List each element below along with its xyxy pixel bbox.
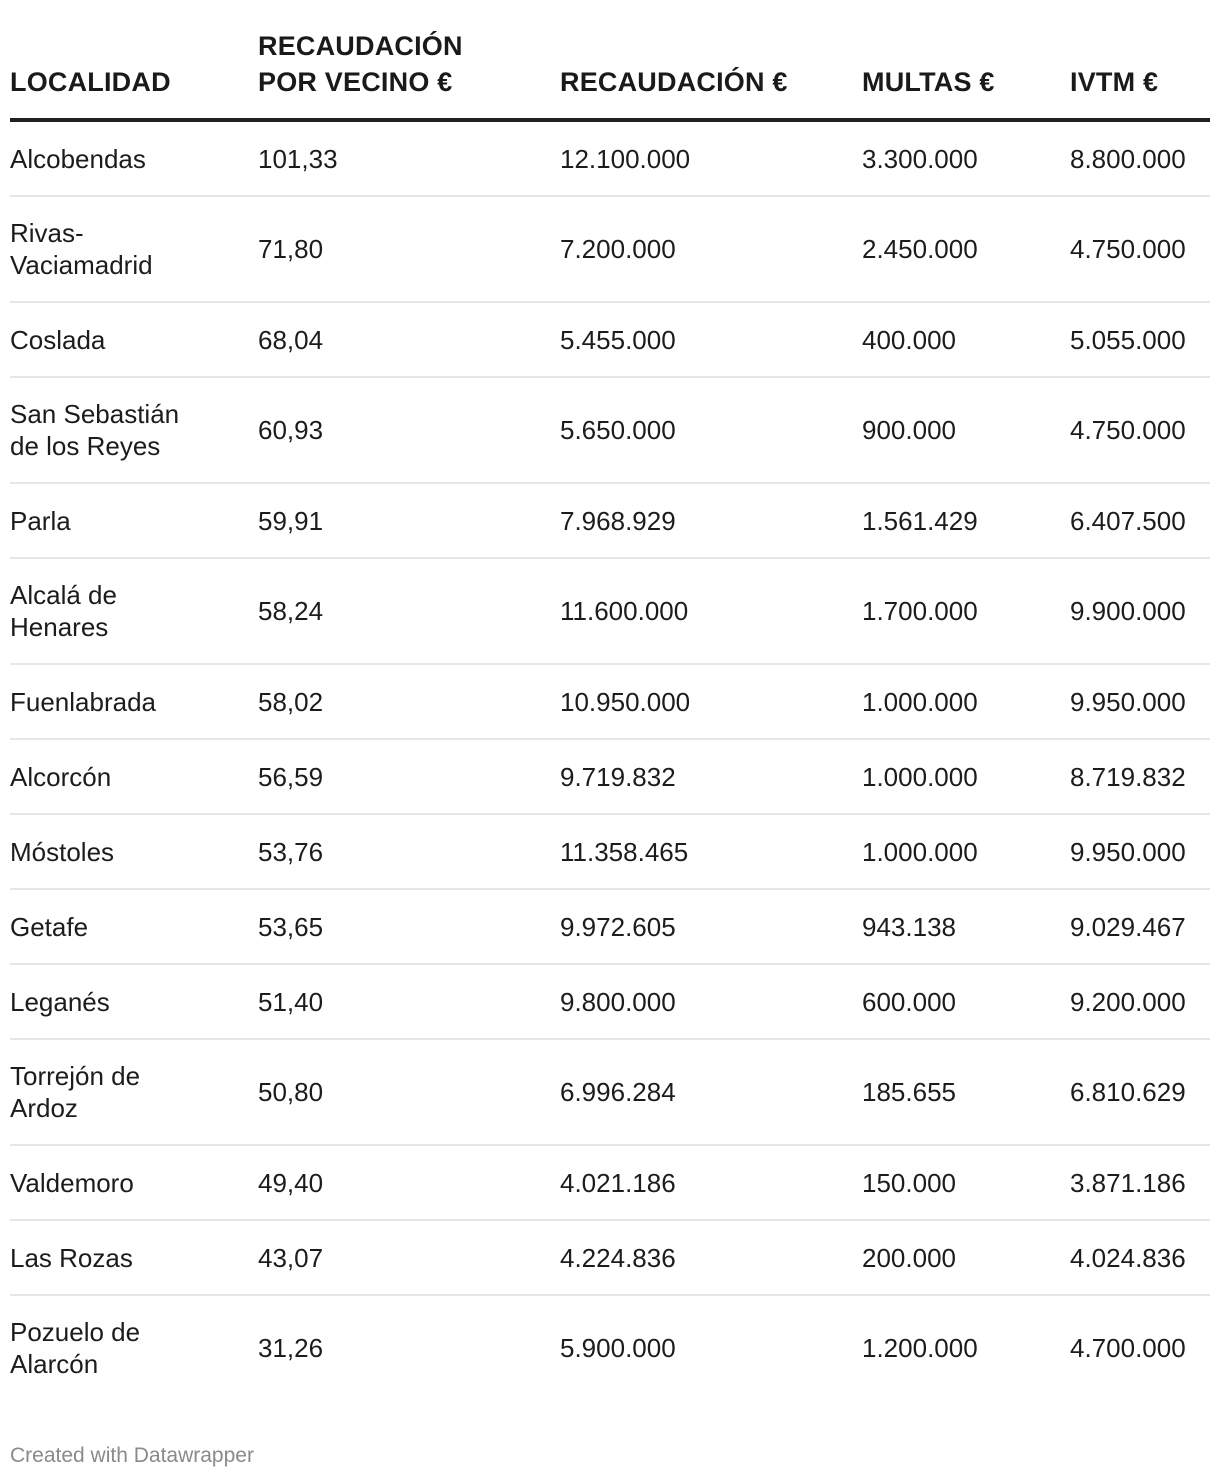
- cell-localidad: [10, 1220, 258, 1295]
- cell-localidad: [10, 1145, 258, 1220]
- data-table: [10, 0, 1210, 1400]
- cell-recaudacion: 5.650.000: [560, 377, 862, 483]
- cell-localidad: [10, 739, 258, 814]
- header-line: RECAUDACIÓN €: [560, 67, 788, 97]
- cell-recaudacion-por-vecino: 59,91: [258, 483, 560, 558]
- localidad-line: Rivas-: [10, 218, 84, 248]
- cell-recaudacion-por-vecino: 60,93: [258, 377, 560, 483]
- cell-multas: 1.561.429: [862, 483, 1070, 558]
- table-header-row: [10, 0, 1210, 120]
- header-recaudacion-por-vecino[interactable]: [258, 0, 560, 120]
- cell-ivtm: 3.871.186: [1070, 1145, 1210, 1220]
- cell-localidad: [10, 1039, 258, 1145]
- table-row: [10, 889, 1210, 964]
- cell-localidad: [10, 196, 258, 302]
- localidad-line: Las Rozas: [10, 1242, 133, 1273]
- cell-multas: 185.655: [862, 1039, 1070, 1145]
- cell-multas: 3.300.000: [862, 120, 1070, 196]
- cell-localidad: [10, 483, 258, 558]
- cell-localidad: [10, 1295, 258, 1400]
- localidad-line: Alarcón: [10, 1349, 99, 1379]
- cell-localidad: [10, 964, 258, 1039]
- header-line: POR VECINO €: [258, 67, 453, 97]
- cell-ivtm: 4.750.000: [1070, 377, 1210, 483]
- datawrapper-credit: Created with Datawrapper: [10, 1444, 254, 1467]
- cell-recaudacion-por-vecino: 43,07: [258, 1220, 560, 1295]
- data-table-container: [10, 0, 1210, 1400]
- header-line: LOCALIDAD: [10, 67, 171, 97]
- cell-recaudacion: 9.800.000: [560, 964, 862, 1039]
- cell-recaudacion: 9.972.605: [560, 889, 862, 964]
- table-row: [10, 1039, 1210, 1145]
- cell-multas: 150.000: [862, 1145, 1070, 1220]
- cell-recaudacion-por-vecino: 56,59: [258, 739, 560, 814]
- cell-localidad: [10, 889, 258, 964]
- table-row: [10, 120, 1210, 196]
- header-line: RECAUDACIÓN: [258, 31, 463, 61]
- cell-localidad: [10, 664, 258, 739]
- table-row: [10, 814, 1210, 889]
- cell-multas: 1.700.000: [862, 558, 1070, 664]
- cell-recaudacion: 11.600.000: [560, 558, 862, 664]
- header-ivtm[interactable]: [1070, 0, 1210, 120]
- cell-recaudacion-por-vecino: 49,40: [258, 1145, 560, 1220]
- cell-localidad: [10, 558, 258, 664]
- cell-ivtm: 6.810.629: [1070, 1039, 1210, 1145]
- localidad-line: de los Reyes: [10, 431, 161, 461]
- cell-multas: 200.000: [862, 1220, 1070, 1295]
- cell-recaudacion: 12.100.000: [560, 120, 862, 196]
- table-row: [10, 739, 1210, 814]
- cell-multas: 1.200.000: [862, 1333, 978, 1363]
- header-multas[interactable]: [862, 0, 1070, 120]
- cell-multas: 1.000.000: [862, 814, 1070, 889]
- cell-ivtm: 9.950.000: [1070, 664, 1210, 739]
- cell-recaudacion: 4.021.186: [560, 1145, 862, 1220]
- cell-ivtm: 9.950.000: [1070, 814, 1210, 889]
- cell-ivtm: 6.407.500: [1070, 483, 1210, 558]
- table-row: [10, 196, 1210, 302]
- cell-ivtm: 9.029.467: [1070, 889, 1210, 964]
- cell-recaudacion-por-vecino: 101,33: [258, 120, 560, 196]
- table-row: [10, 964, 1210, 1039]
- cell-recaudacion: 4.224.836: [560, 1220, 862, 1295]
- header-line: MULTAS €: [862, 67, 995, 97]
- cell-recaudacion-por-vecino: 71,80: [258, 196, 560, 302]
- localidad-line: Alcobendas: [10, 143, 146, 174]
- cell-recaudacion: 11.358.465: [560, 814, 862, 889]
- localidad-line: Pozuelo de: [10, 1317, 141, 1347]
- localidad-line: San Sebastián: [10, 399, 180, 429]
- cell-recaudacion: 5.900.000: [560, 1333, 676, 1363]
- cell-recaudacion-por-vecino: 31,26: [258, 1333, 324, 1363]
- table-row: [10, 483, 1210, 558]
- table-row: [10, 558, 1210, 664]
- cell-localidad: [10, 814, 258, 889]
- header-localidad[interactable]: [10, 0, 258, 120]
- localidad-line: Alcalá de: [10, 580, 117, 610]
- localidad-line: Fuenlabrada: [10, 686, 156, 717]
- cell-recaudacion: 5.455.000: [560, 302, 862, 377]
- localidad-line: Alcorcón: [10, 761, 112, 792]
- cell-ivtm: 4.700.000: [1070, 1333, 1186, 1363]
- cell-multas: 600.000: [862, 964, 1070, 1039]
- cell-recaudacion-por-vecino: 53,65: [258, 889, 560, 964]
- table-row: [10, 1145, 1210, 1220]
- cell-localidad: [10, 120, 258, 196]
- table-row: [10, 377, 1210, 483]
- cell-ivtm: 4.024.836: [1070, 1220, 1210, 1295]
- cell-recaudacion: 9.719.832: [560, 739, 862, 814]
- localidad-line: Móstoles: [10, 836, 115, 867]
- cell-ivtm: 5.055.000: [1070, 302, 1210, 377]
- localidad-line: Leganés: [10, 986, 110, 1017]
- localidad-line: Valdemoro: [10, 1167, 134, 1198]
- cell-multas: 943.138: [862, 889, 1070, 964]
- cell-localidad: [10, 377, 258, 483]
- localidad-line: Parla: [10, 505, 71, 536]
- localidad-line: Coslada: [10, 324, 106, 355]
- table-row: [10, 1220, 1210, 1295]
- localidad-line: Torrejón de: [10, 1061, 141, 1091]
- cell-recaudacion-por-vecino: 51,40: [258, 964, 560, 1039]
- header-line: IVTM €: [1070, 67, 1159, 97]
- cell-multas: 1.000.000: [862, 739, 1070, 814]
- cell-recaudacion-por-vecino: 53,76: [258, 814, 560, 889]
- table-row: [10, 302, 1210, 377]
- cell-multas: 900.000: [862, 377, 1070, 483]
- cell-ivtm: 8.719.832: [1070, 739, 1210, 814]
- table-row: [10, 1295, 1210, 1400]
- localidad-line: Henares: [10, 612, 109, 642]
- cell-recaudacion-por-vecino: 68,04: [258, 302, 560, 377]
- cell-ivtm: 4.750.000: [1070, 196, 1210, 302]
- cell-multas: 400.000: [862, 302, 1070, 377]
- cell-ivtm: 9.900.000: [1070, 558, 1210, 664]
- cell-localidad: [10, 302, 258, 377]
- cell-ivtm: 8.800.000: [1070, 120, 1210, 196]
- cell-recaudacion: 10.950.000: [560, 664, 862, 739]
- cell-multas: 1.000.000: [862, 664, 1070, 739]
- table-body: [10, 120, 1210, 1400]
- cell-recaudacion-por-vecino: 58,02: [258, 664, 560, 739]
- localidad-line: Vaciamadrid: [10, 250, 153, 280]
- cell-recaudacion-por-vecino: 58,24: [258, 558, 560, 664]
- table-row: [10, 664, 1210, 739]
- header-recaudacion[interactable]: [560, 0, 862, 120]
- localidad-line: Ardoz: [10, 1093, 78, 1123]
- cell-multas: 2.450.000: [862, 196, 1070, 302]
- cell-recaudacion: 7.200.000: [560, 196, 862, 302]
- localidad-line: Getafe: [10, 911, 89, 942]
- cell-recaudacion-por-vecino: 50,80: [258, 1039, 560, 1145]
- cell-ivtm: 9.200.000: [1070, 964, 1210, 1039]
- cell-recaudacion: 6.996.284: [560, 1039, 862, 1145]
- cell-recaudacion: 7.968.929: [560, 483, 862, 558]
